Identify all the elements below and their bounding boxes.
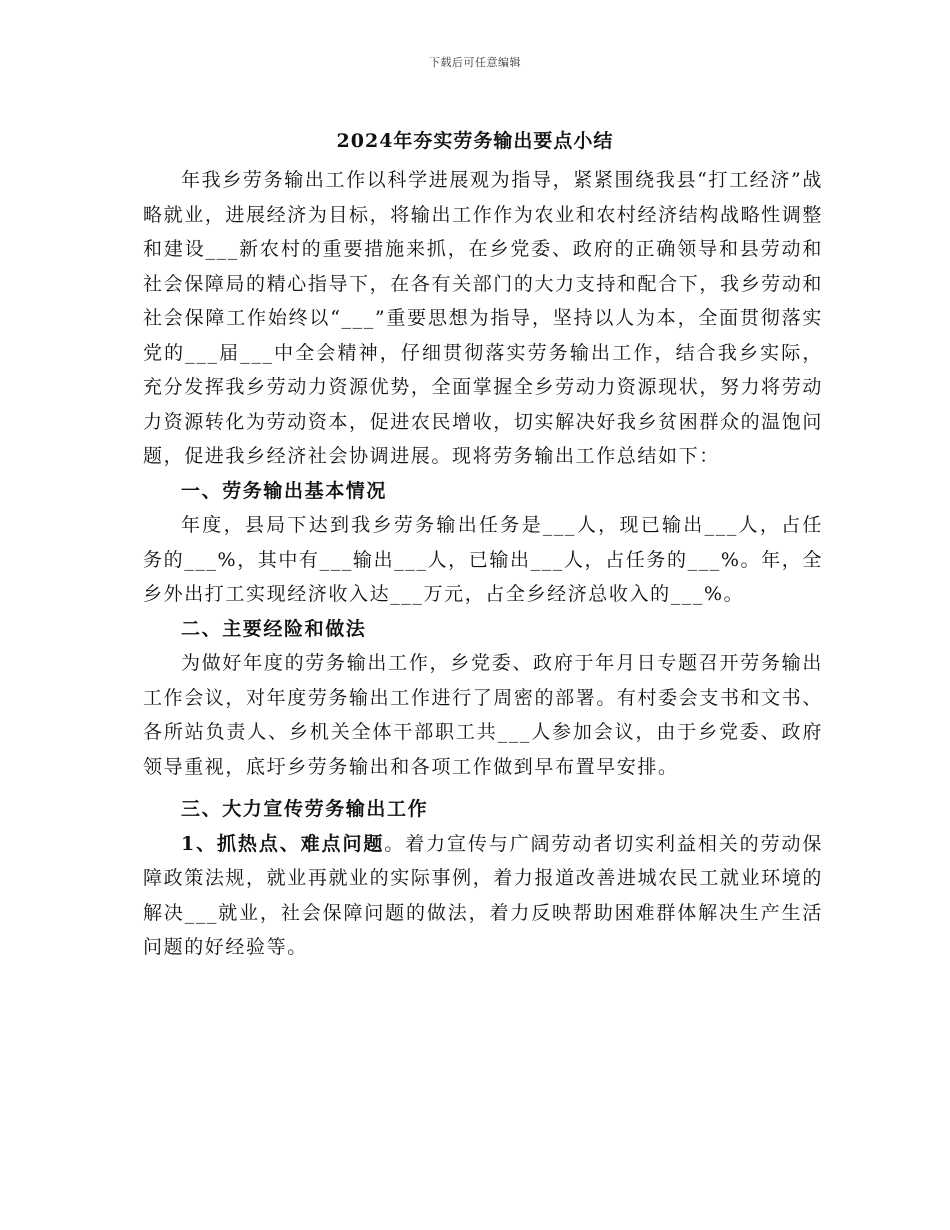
section-2-heading: 二、主要经险和做法: [181, 617, 367, 640]
document-title: 2024年夯实劳务输出要点小结: [336, 130, 614, 152]
section-1-heading: 一、劳务输出基本情况: [181, 479, 388, 502]
section-2-paragraph: 为做好年度的劳务输出工作，乡党委、政府于年月日专题召开劳务输出工作会议，对年度劳务输出工作进行了周密的部署。有村委会支书和文书、各所站负责人、乡机关全体干部职工共___人参加会议，由于乡党委、政府领导重视，底圩乡劳务输出和各项工作做到早布置早安排。: [143, 652, 823, 778]
section-3-item-1-body: 。着力宣传与广阔劳动者切实利益相关的劳动保障政策法规，就业再就业的实际事例，着力报道改善进城农民工就业环境的解决___就业，社会保障问题的做法，着力反映帮助困难群体解决生产生活问题的好经验等。: [143, 832, 823, 958]
section-3-item-1-paragraph: [143, 827, 823, 965]
section-3-heading: 三、大力宣传劳务输出工作: [181, 798, 429, 820]
header-note: 下载后可任意编辑: [429, 56, 521, 69]
section-1-paragraph: 年度，县局下达到我乡劳务输出任务是___人，现已输出___人，占任务的___%，其中有___输出___人，已输出___人，占任务的___%。年，全乡外出打工实现经济收入达___万元，占全乡经济总收入的___%。: [143, 514, 823, 605]
intro-paragraph: 年我乡劳务输出工作以科学进展观为指导，紧紧围绕我县“打工经济”战略就业，进展经济为目标，将输出工作作为农业和农村经济结构战略性调整和建设___新农村的重要措施来抓，在乡党委、政府的正确领导和县劳动和社会保障局的精心指导下，在各有关部门的大力支持和配合下，我乡劳动和社会保障工作始终以“___”重要思想为指导，坚持以人为本，全面贯彻落实党的___届___中全会精神，仔细贯彻落实劳务输出工作，结合我乡实际，充分发挥我乡劳动力资源优势，全面掌握全乡劳动力资源现状，努力将劳动力资源转化为劳动资本，促进农民增收，切实解决好我乡贫困群众的温饱问题，促进我乡经济社会协调进展。现将劳务输出工作总结如下：: [143, 169, 823, 467]
document-body: [143, 163, 823, 965]
section-3-item-1-lead: 1、抓热点、难点问题: [181, 832, 385, 855]
